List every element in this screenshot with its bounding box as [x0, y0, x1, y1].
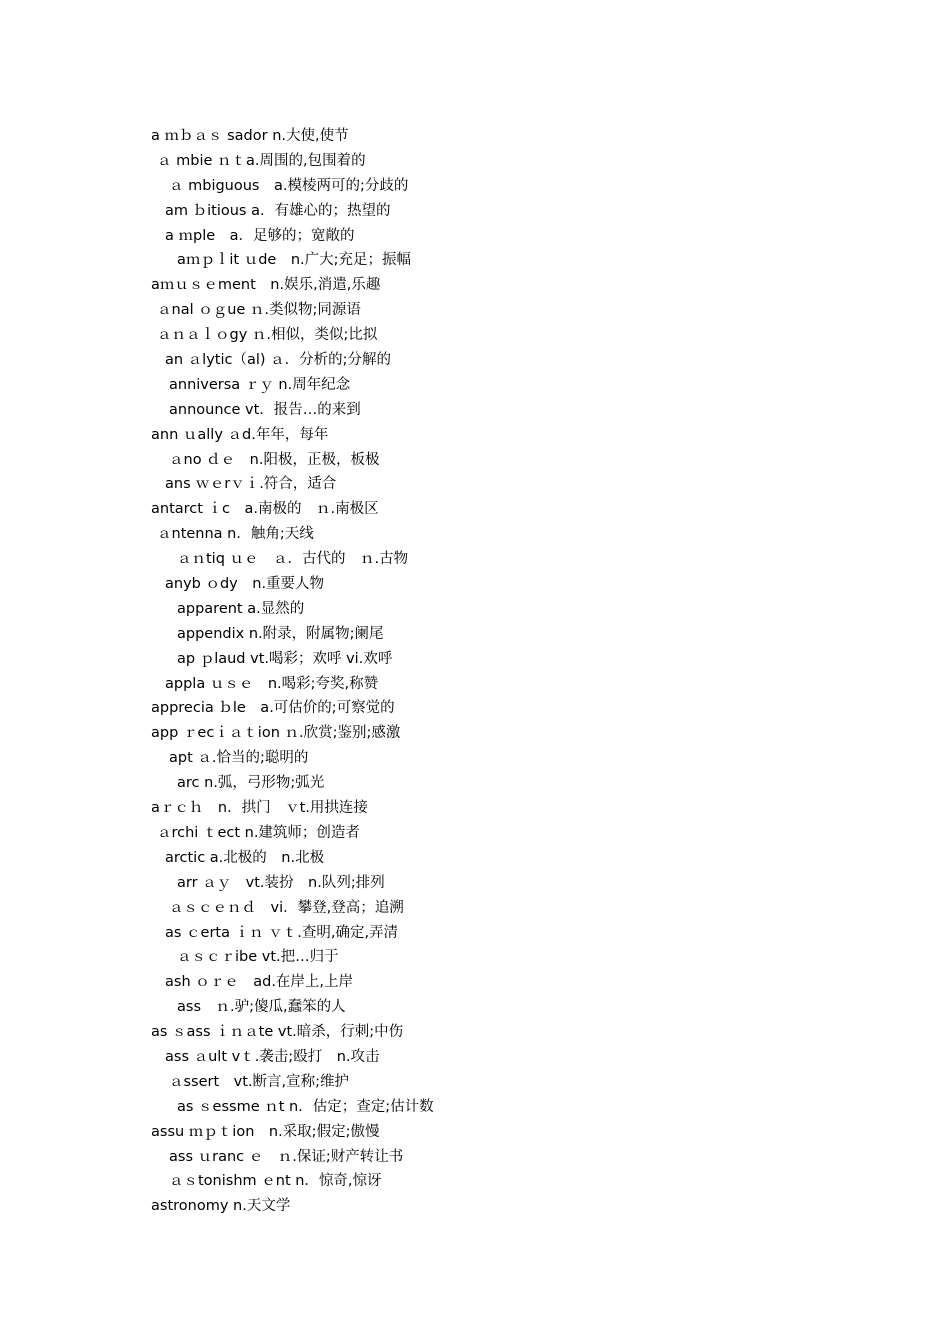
vocab-entry-appendix: appendix n.附录，附属物;阑尾: [177, 625, 384, 642]
vocab-entry-architect: ａrchi ｔect n.建筑师；创造者: [157, 824, 360, 841]
vocab-entry-assert: ａssert vt.断言,宣称;维护: [169, 1073, 350, 1090]
vocab-entry-astronomy: astronomy n.天文学: [151, 1198, 291, 1215]
vocab-entry-analogue: ａnal ｏｇue ｎ.类似物;同源语: [157, 302, 361, 319]
vocab-entry-ambassador: a ｍｂａｓ sador n.大使,使节: [151, 128, 349, 144]
vocab-entry-ample: a ｍple a．足够的；宽敞的: [165, 227, 355, 244]
vocab-entry-anode: ａno ｄｅ n.阳极，正极，板极: [169, 451, 380, 468]
vocab-entry-amusement: aｍｕｓｅment n.娱乐,消遣,乐趣: [151, 277, 381, 294]
vocab-entry-assassinate: as ｓass ｉｎａte vt.暗杀，行刺;中伤: [151, 1024, 404, 1041]
vocab-entry-array: arr ａｙ vt.装扮 n.队列;排列: [177, 874, 385, 891]
vocab-entry-antique: ａｎtiq ｕｅ ａ．古代的 ｎ.古物: [177, 551, 409, 568]
vocab-entry-anybody: anyb ｏdy n.重要人物: [165, 576, 325, 593]
vocab-entry-ascribe: ａｓｃｒibe vt.把…归于: [177, 949, 339, 966]
vocab-entry-answer: ans ｗｅrｖｉ.符合，适合: [165, 476, 337, 493]
vocab-entry-ambitious: am ｂitious a．有雄心的；热望的: [165, 202, 391, 219]
vocab-entry-antarctic: antarct ｉc a.南极的 ｎ.南极区: [151, 501, 379, 518]
vocab-entry-appreciation: app ｒecｉａｔion ｎ.欣赏;鉴别;感激: [151, 725, 401, 742]
vocab-entry-applaud: ap ｐlaud vt.喝彩；欢呼 vi.欢呼: [177, 650, 393, 667]
vocab-entry-assessment: as ｓessme ｎt n．估定；查定;估计数: [177, 1098, 434, 1115]
vocab-entry-annually: ann ｕally ａd.年年，每年: [151, 426, 329, 443]
vocab-entry-ass: ass ｎ.驴;傻瓜,蠢笨的人: [177, 999, 346, 1016]
vocab-entry-arch: aｒｃｈ n．拱门 ｖt.用拱连接: [151, 800, 368, 817]
vocab-entry-announce: announce vt．报告…的来到: [169, 401, 361, 418]
vocab-entry-arctic: arctic a.北极的 n.北极: [165, 849, 325, 866]
vocab-entry-apparent: apparent a.显然的: [177, 600, 305, 617]
vocab-entry-assurance: ass ｕranc ｅ ｎ.保证;财产转让书: [169, 1148, 404, 1165]
vocabulary-list: [151, 124, 851, 1219]
vocab-entry-analytic: an ａlytic（al) ａ．分析的;分解的: [165, 352, 392, 369]
vocab-entry-antenna: ａntenna n．触角;天线: [157, 526, 314, 543]
vocab-entry-ascertain: as ｃerta ｉｎ ｖｔ.查明,确定,弄清: [165, 924, 399, 941]
vocab-entry-analogy: ａｎａｌｏgy ｎ.相似，类似;比拟: [157, 327, 378, 344]
vocab-entry-anniversary: anniversa ｒｙ n.周年纪念: [169, 376, 351, 393]
vocab-entry-assumption: assu ｍｐｔion n.采取;假定;傲慢: [151, 1123, 380, 1140]
vocab-entry-amplitude: aｍｐｌit ｕde n.广大;充足；振幅: [177, 252, 412, 269]
vocab-entry-arc: arc n.弧，弓形物;弧光: [177, 775, 325, 792]
vocab-entry-ambiguous: ａ mbiguous a.模棱两可的;分歧的: [169, 177, 409, 194]
vocab-entry-ambient: ａ mbie ｎｔa.周围的,包围着的: [157, 152, 366, 169]
vocab-entry-ascend: ａｓｃｅｎｄ vi．攀登,登高；追溯: [169, 899, 404, 916]
vocab-entry-ashore: ash ｏｒｅ ad.在岸上,上岸: [165, 974, 354, 991]
vocab-entry-apt: apt ａ.恰当的;聪明的: [169, 750, 309, 767]
vocab-entry-assault: ass ａult vｔ.袭击;殴打 n.攻击: [165, 1048, 380, 1065]
vocab-entry-applause: appla ｕｓｅ n.喝彩;夸奖,称赞: [165, 675, 379, 692]
vocab-entry-appreciable: apprecia ｂle a.可估价的;可察觉的: [151, 700, 395, 717]
vocab-entry-astonishment: ａｓtonishm ｅnt n．惊奇,惊讶: [169, 1173, 382, 1190]
